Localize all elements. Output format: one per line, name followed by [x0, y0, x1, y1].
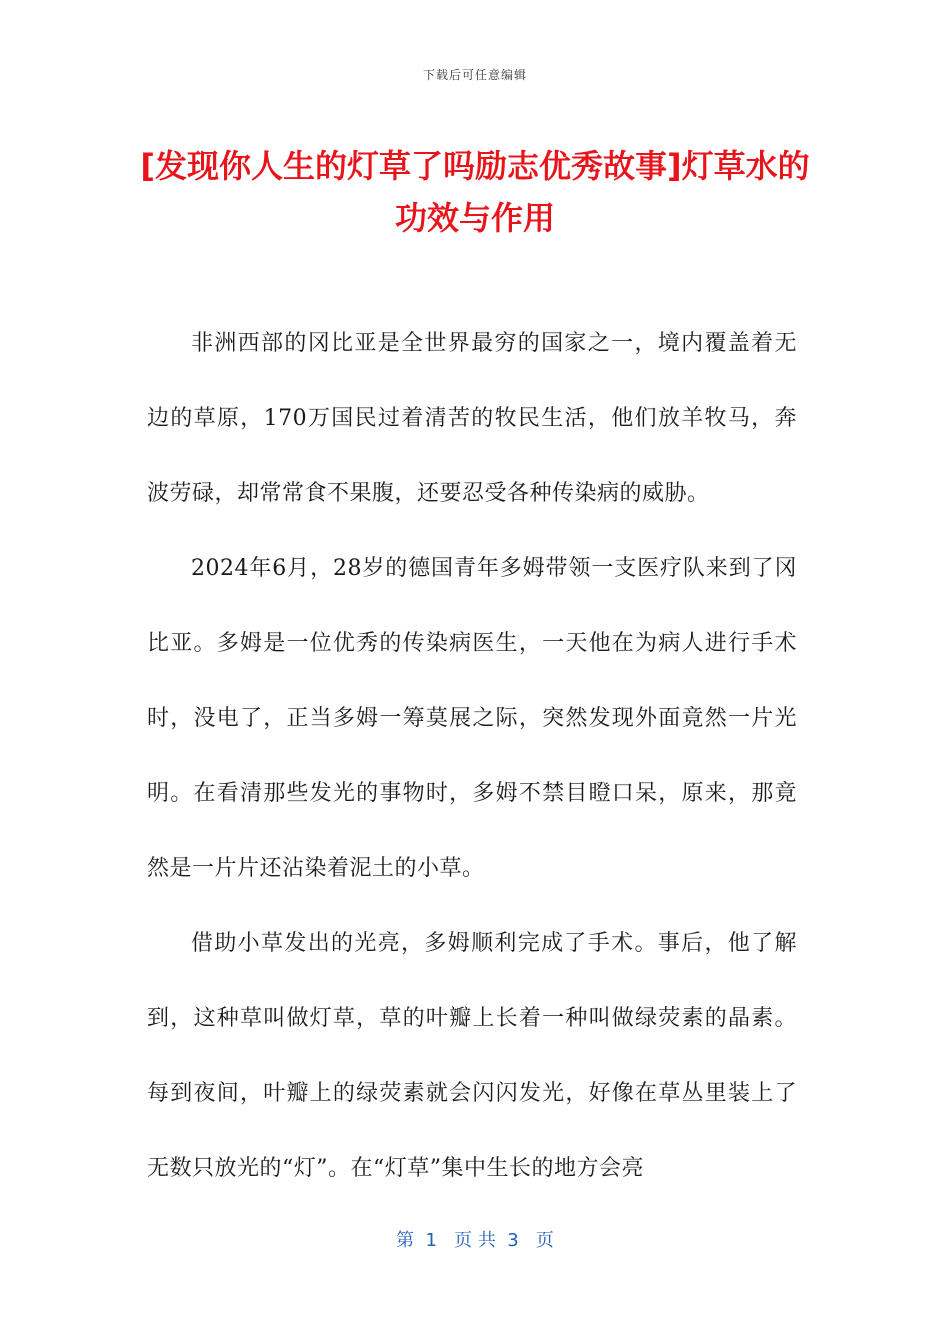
paragraph-1: 非洲西部的冈比亚是全世界最穷的国家之一，境内覆盖着无边的草原，170万国民过着清苦的牧民生活，他们放羊牧马，奔波劳碌，却常常食不果腹，还要忍受各种传染病的威胁。 [147, 331, 797, 506]
paragraph-2: 2024年6月，28岁的德国青年多姆带领一支医疗队来到了冈比亚。多姆是一位优秀的传染病医生，一天他在为病人进行手术时，没电了，正当多姆一筹莫展之际，突然发现外面竟然一片光明。在看清那些发光的事物时，多姆不禁目瞪口呆，原来，那竟然是一片片还沾染着泥土的小草。 [147, 556, 797, 881]
paragraph-3: 借助小草发出的光亮，多姆顺利完成了手术。事后，他了解到，这种草叫做灯草，草的叶瓣上长着一种叫做绿荧素的晶素。每到夜间，叶瓣上的绿荧素就会闪闪发光，好像在草丛里装上了无数只放光的“灯”。在“灯草”集中生长的地方会亮 [147, 931, 797, 1181]
document-title: [发现你人生的灯草了吗励志优秀故事]灯草水的功效与作用 [140, 147, 810, 237]
page-number-footer: 第 1 页 共 3 页 [396, 1230, 554, 1251]
header-note: 下载后可任意编辑 [422, 68, 527, 82]
document-body [147, 306, 797, 1206]
